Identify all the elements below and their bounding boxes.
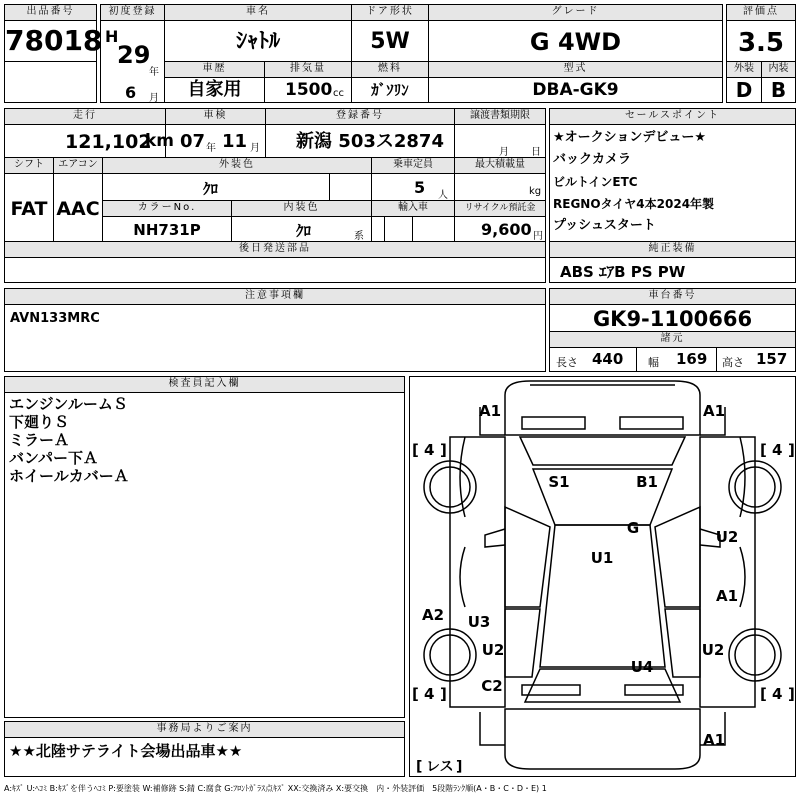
diagram-mark: A1 bbox=[715, 587, 739, 605]
aircon-cell bbox=[53, 157, 103, 242]
diagram-mark: U3 bbox=[467, 613, 491, 631]
sales-point-item: ★オークションデビュー★ bbox=[553, 130, 707, 145]
first-registration-label: 初度登録 bbox=[101, 5, 164, 21]
diagram-mark: S1 bbox=[548, 473, 570, 491]
displacement-cell bbox=[264, 61, 352, 103]
car-name-label: 車名 bbox=[165, 5, 351, 21]
front-bumper-outline bbox=[505, 381, 700, 435]
diagram-mark: U4 bbox=[630, 658, 654, 676]
fuel-label: 燃料 bbox=[352, 62, 428, 78]
inspection-month-unit: 月 bbox=[250, 143, 260, 154]
specs-height-value: 157 bbox=[756, 350, 788, 368]
rear-bumper-outline bbox=[505, 709, 700, 769]
door-left-front bbox=[505, 507, 550, 607]
inspector-note: エンジンルームＳ bbox=[9, 395, 128, 413]
specs-divider-2 bbox=[716, 347, 717, 372]
mileage-value: 121,102 bbox=[65, 131, 152, 153]
tire-bracket-right: ] bbox=[788, 685, 795, 703]
headlight-right bbox=[620, 417, 683, 429]
max-load-unit: kg bbox=[529, 186, 542, 197]
grade-cell bbox=[428, 4, 723, 62]
chassis-label: 車台番号 bbox=[550, 289, 795, 305]
office-cell bbox=[4, 721, 405, 777]
inspection-label: 車検 bbox=[166, 109, 265, 125]
shift-label: シフト bbox=[5, 158, 53, 174]
color-divider bbox=[329, 173, 330, 201]
max-load-label: 最大積載量 bbox=[455, 158, 545, 174]
equipment-value: ABS ｴｱB PS PW bbox=[560, 263, 686, 281]
rear-bumper-inner bbox=[480, 712, 725, 745]
equipment-cell bbox=[549, 241, 796, 283]
legend-text: A:ｷｽﾞ U:ﾍｺﾐ B:ｷｽﾞを伴うﾍｺﾐ P:要塗装 W:補修跡 S:錆 C:腐食 G:ﾌﾛﾝﾄｶﾞﾗｽ点ｷｽﾞ XX:交換済み X:要交換 内・外装評価 5段階ﾗﾝｸ順(A・B・C・D・E) 1 bbox=[4, 784, 547, 793]
specs-width-value: 169 bbox=[676, 350, 708, 368]
capacity-label: 乗車定員 bbox=[372, 158, 454, 174]
tire-bracket-right: ] bbox=[788, 441, 795, 459]
diagram-mark: U2 bbox=[715, 528, 739, 546]
diagram-mark: A1 bbox=[702, 731, 726, 749]
sales-point-item: REGNOタイヤ4本2024年製 bbox=[553, 197, 715, 211]
specs-cell bbox=[549, 331, 796, 372]
chassis-value: GK9-1100666 bbox=[592, 307, 753, 331]
car-name-value: ｼｬﾄﾙ bbox=[235, 29, 280, 54]
interior-color-value: ｸﾛ bbox=[296, 222, 312, 240]
mileage-cell bbox=[4, 108, 175, 158]
recycle-unit: 円 bbox=[533, 231, 543, 242]
sales-point-item: ビルトインETC bbox=[553, 175, 638, 189]
diagram-mark: U2 bbox=[701, 641, 725, 659]
recycle-label: リサイクル預託金 bbox=[455, 201, 545, 217]
grade-label: グレード bbox=[429, 5, 722, 21]
car-diagram-cell bbox=[409, 376, 796, 777]
specs-label: 諸元 bbox=[550, 332, 795, 348]
ext-score-value: D bbox=[735, 78, 753, 102]
tire-bracket-left: [ bbox=[412, 441, 419, 459]
tire-depth: 4 bbox=[772, 441, 783, 459]
displacement-label: 排気量 bbox=[265, 62, 351, 78]
history-label: 車歴 bbox=[165, 62, 264, 78]
import-divider-2 bbox=[412, 216, 413, 242]
body-right-outline bbox=[700, 437, 755, 707]
inspector-note: ホイールカバーＡ bbox=[9, 467, 129, 485]
mileage-unit: km bbox=[145, 131, 175, 151]
door-right-front bbox=[655, 507, 700, 607]
first-registration-cell bbox=[100, 4, 165, 103]
capacity-value: 5 bbox=[414, 178, 426, 197]
tire-depth: 4 bbox=[424, 685, 435, 703]
specs-length-value: 440 bbox=[592, 350, 624, 368]
mileage-label: 走行 bbox=[5, 109, 165, 125]
model-label: 型式 bbox=[429, 62, 722, 78]
chassis-cell bbox=[549, 288, 796, 332]
plate-value: 新潟 503ス2874 bbox=[296, 131, 444, 152]
score-label: 評価点 bbox=[727, 5, 795, 21]
diagram-mark: A2 bbox=[421, 606, 445, 624]
lot-empty-cell bbox=[4, 61, 97, 103]
equipment-label: 純正装備 bbox=[550, 242, 795, 258]
caution-label: 注意事項欄 bbox=[5, 289, 545, 305]
inspection-year: 07 bbox=[180, 131, 206, 152]
tire-depth: 4 bbox=[424, 441, 435, 459]
color-no-cell bbox=[102, 200, 232, 242]
first-registration-year-unit: 年 bbox=[149, 67, 159, 78]
model-value: DBA-GK9 bbox=[532, 80, 619, 100]
mirror-left bbox=[485, 529, 505, 547]
headlight-left bbox=[522, 417, 585, 429]
doors-value: 5W bbox=[370, 29, 410, 54]
car-name-cell bbox=[164, 4, 352, 62]
tire-bracket-left: [ bbox=[412, 685, 419, 703]
ext-score-cell bbox=[726, 61, 762, 103]
doors-label: ドア形状 bbox=[352, 5, 428, 21]
spare-bracket: ] bbox=[456, 759, 463, 775]
inspector-label: 検査員記入欄 bbox=[5, 377, 404, 393]
displacement-unit: cc bbox=[333, 88, 344, 99]
score-cell bbox=[726, 4, 796, 62]
plate-cell bbox=[265, 108, 455, 158]
first-registration-era: H bbox=[105, 27, 119, 46]
ext-score-label: 外装 bbox=[727, 62, 761, 78]
office-label: 事務局よりご案内 bbox=[5, 722, 404, 738]
capacity-unit: 人 bbox=[438, 190, 448, 201]
sales-point-item: プッシュスタート bbox=[553, 218, 656, 233]
interior-color-label: 内装色 bbox=[232, 201, 371, 217]
grade-value: G 4WD bbox=[529, 28, 622, 56]
sales-point-item: バックカメラ bbox=[553, 152, 632, 167]
displacement-value: 1500 bbox=[285, 80, 333, 100]
first-registration-month-unit: 月 bbox=[149, 93, 159, 104]
lot-number-value: 78018 bbox=[5, 24, 103, 57]
lot-number-label: 出品番号 bbox=[5, 5, 96, 21]
interior-color-unit: 系 bbox=[354, 231, 364, 242]
inspector-notes bbox=[9, 395, 129, 485]
first-registration-year: 29 bbox=[117, 41, 151, 69]
doors-cell bbox=[351, 4, 429, 62]
score-value: 3.5 bbox=[737, 28, 785, 58]
shift-value: FAT bbox=[10, 198, 48, 220]
color-cell bbox=[102, 157, 372, 201]
interior-color-cell bbox=[231, 200, 372, 242]
lot-number-cell bbox=[4, 4, 103, 62]
history-cell bbox=[164, 61, 265, 103]
office-value: ★★北陸サテライト会場出品車★★ bbox=[9, 742, 243, 760]
diagram-mark: A1 bbox=[702, 402, 726, 420]
specs-length-label: 長さ bbox=[556, 356, 578, 369]
transfer-cell bbox=[454, 108, 546, 158]
tire-depth: 4 bbox=[772, 685, 783, 703]
specs-width-label: 幅 bbox=[648, 356, 659, 369]
int-score-value: B bbox=[770, 78, 787, 102]
max-load-cell bbox=[454, 157, 546, 201]
history-value: 自家用 bbox=[187, 79, 242, 100]
transfer-month-unit: 月 bbox=[499, 147, 509, 158]
caution-value: AVN133MRC bbox=[10, 311, 100, 326]
sales-points-cell bbox=[549, 108, 796, 242]
shift-cell bbox=[4, 157, 54, 242]
body-left-outline bbox=[450, 437, 505, 707]
inspection-year-unit: 年 bbox=[206, 143, 216, 154]
color-no-value: NH731P bbox=[133, 221, 201, 239]
import-label: 輸入車 bbox=[372, 201, 454, 217]
sales-points-list bbox=[553, 127, 714, 237]
diagram-mark: A1 bbox=[478, 402, 502, 420]
capacity-cell bbox=[371, 157, 455, 201]
inspector-cell bbox=[4, 376, 405, 718]
front-bumper-inner bbox=[480, 407, 725, 435]
later-parts-cell bbox=[4, 241, 546, 283]
tire-bracket-left: ] bbox=[440, 441, 447, 459]
color-no-label: カラーNo. bbox=[103, 201, 231, 217]
aircon-value: AAC bbox=[56, 198, 100, 220]
model-cell bbox=[428, 61, 723, 103]
later-parts-label: 後日発送部品 bbox=[5, 242, 545, 258]
aircon-label: エアコン bbox=[54, 158, 102, 174]
fuel-cell bbox=[351, 61, 429, 103]
color-label: 外装色 bbox=[103, 158, 371, 174]
specs-height-label: 高さ bbox=[722, 356, 744, 369]
recycle-value: 9,600 bbox=[481, 220, 532, 239]
inspector-note: ミラーＡ bbox=[9, 431, 70, 449]
inspection-month: 11 bbox=[222, 131, 248, 152]
import-cell bbox=[371, 200, 455, 242]
diagram-mark: G bbox=[626, 519, 640, 537]
fuel-value: ｶﾞｿﾘﾝ bbox=[371, 81, 409, 99]
diagram-mark: B1 bbox=[636, 473, 658, 491]
roof-outline bbox=[540, 525, 665, 667]
plate-label: 登録番号 bbox=[266, 109, 454, 125]
spare-bracket: [ bbox=[416, 759, 423, 775]
import-divider bbox=[384, 216, 385, 242]
transfer-day-unit: 日 bbox=[531, 147, 541, 158]
tire-bracket-right: [ bbox=[760, 685, 767, 703]
diagram-mark: U2 bbox=[481, 641, 505, 659]
caution-cell bbox=[4, 288, 546, 372]
car-diagram bbox=[410, 377, 795, 776]
tire-bracket-left: ] bbox=[440, 685, 447, 703]
color-value: ｸﾛ bbox=[203, 180, 219, 198]
hood-outline bbox=[520, 437, 685, 465]
recycle-cell bbox=[454, 200, 546, 242]
inspection-cell bbox=[165, 108, 266, 158]
diagram-mark: U1 bbox=[590, 549, 614, 567]
diagram-mark: C2 bbox=[481, 677, 503, 695]
transfer-label: 譲渡書類期限 bbox=[455, 109, 545, 125]
first-registration-month: 6 bbox=[125, 83, 137, 102]
door-right-rear bbox=[665, 609, 700, 677]
inspector-note: バンパー下Ａ bbox=[9, 449, 98, 467]
int-score-label: 内装 bbox=[762, 62, 795, 78]
specs-divider-1 bbox=[636, 347, 637, 372]
inspector-note: 下廻りＳ bbox=[9, 413, 70, 431]
tire-bracket-right: [ bbox=[760, 441, 767, 459]
spare-tire-value: レス bbox=[426, 759, 454, 775]
int-score-cell bbox=[761, 61, 796, 103]
sales-points-label: セールスポイント bbox=[550, 109, 795, 125]
door-left-rear bbox=[505, 609, 540, 677]
